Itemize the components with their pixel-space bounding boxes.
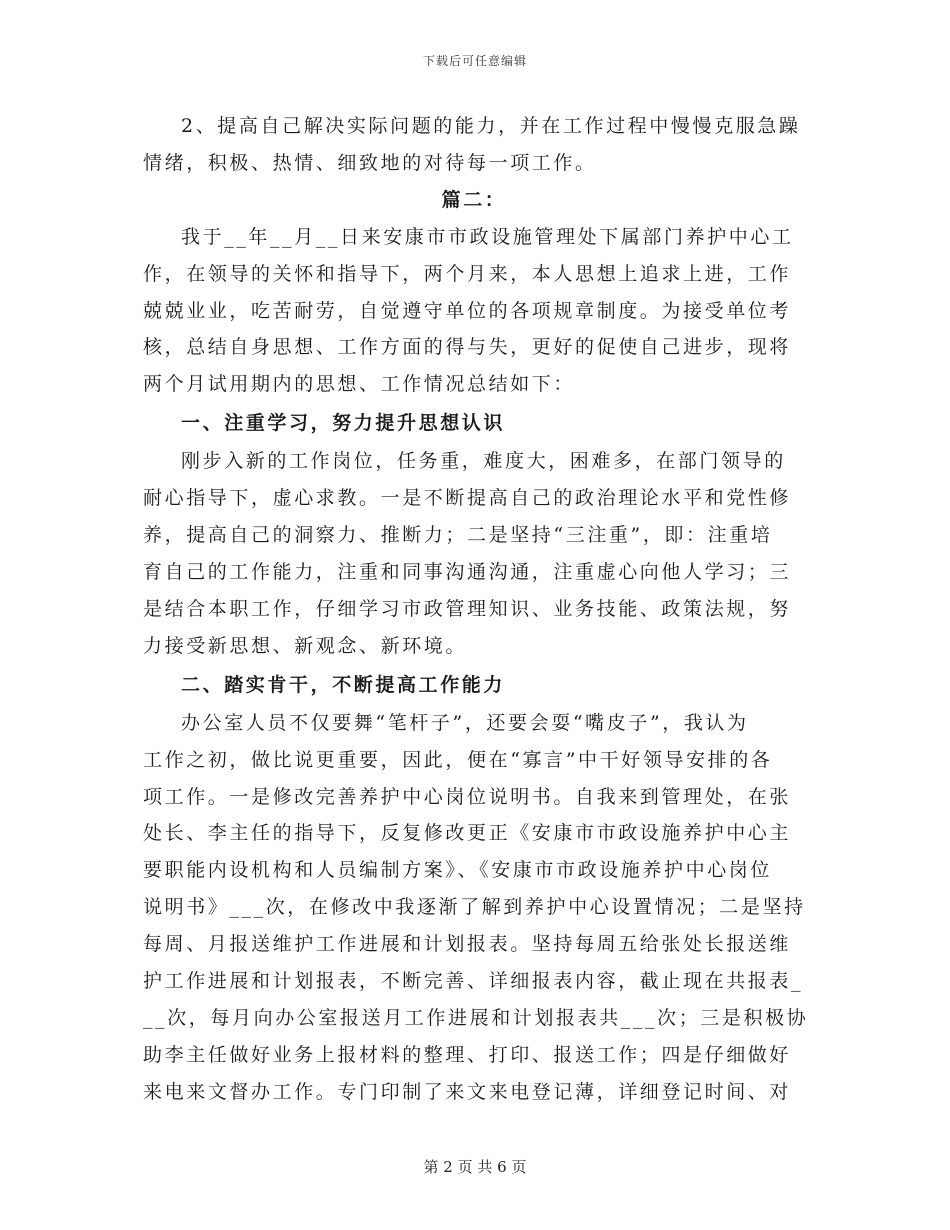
- text-line: 处长、李主任的指导下，反复修改更正《安康市市政设施养护中心主: [143, 822, 792, 845]
- text-line: 来电来文督办工作。专门印制了来文来电登记薄，详细登记时间、对: [143, 1080, 792, 1103]
- text-line: 2、提高自己解决实际问题的能力，并在工作过程中慢慢克服急躁: [181, 115, 801, 137]
- text-line: 养，提高自己的洞察力、推断力；二是坚持“三注重”，即：注重培: [143, 524, 773, 547]
- text-line: 作，在领导的关怀和指导下，两个月来，本人思想上追求上进，工作: [143, 262, 792, 285]
- text-line: 兢兢业业，吃苦耐劳，自觉遵守单位的各项规章制度。为接受单位考: [143, 299, 792, 322]
- text-line: 工作之初，做比说更重要，因此，便在“寡言”中干好领导安排的各: [143, 748, 773, 771]
- section-title: 篇二：: [441, 188, 507, 211]
- text-line: 办公室人员不仅要舞“笔杆子”，还要会耍“嘴皮子”，我认为: [181, 711, 749, 734]
- text-line: 说明书》___次，在修改中我逐渐了解到养护中心设置情况；二是坚持: [143, 896, 806, 919]
- paragraph-item-2: [143, 108, 805, 182]
- text-line: 两个月试用期内的思想、工作情况总结如下：: [143, 373, 576, 396]
- text-line: 耐心指导下，虚心求教。一是不断提高自己的政治理论水平和党性修: [143, 487, 792, 510]
- paragraph-intro: [143, 219, 805, 404]
- text-line: 我于__年__月__日来安康市市政设施管理处下属部门养护中心工: [181, 225, 794, 248]
- page-header: 下载后可任意编辑: [422, 54, 527, 68]
- text-line: __次，每月向办公室报送月工作进展和计划报表共___次；三是积极协: [143, 1006, 809, 1029]
- text-line: 要职能内设机构和人员编制方案》、《安康市市政设施养护中心岗位: [143, 859, 773, 882]
- paragraph-work-ability: [143, 705, 809, 1111]
- text-line: 是结合本职工作，仔细学习市政管理知识、业务技能、政策法规，努: [143, 597, 792, 620]
- text-line: 项工作。一是修改完善养护中心岗位说明书。自我来到管理处，在张: [143, 785, 792, 808]
- text-line: 力接受新思想、新观念、新环境。: [143, 634, 468, 657]
- text-line: 护工作进展和计划报表，不断完善、详细报表内容，截止现在共报表_: [143, 970, 804, 993]
- text-line: 核，总结自身思想、工作方面的得与失，更好的促使自己进步，现将: [143, 336, 792, 359]
- paragraph-study: [143, 443, 805, 664]
- text-line: 每周、月报送维护工作进展和计划报表。坚持每周五给张处长报送维: [143, 933, 792, 956]
- text-line: 刚步入新的工作岗位，任务重，难度大，困难多，在部门领导的: [181, 450, 786, 473]
- text-line: 助李主任做好业务上报材料的整理、打印、报送工作；四是仔细做好: [143, 1043, 792, 1066]
- document-body: [143, 108, 809, 1111]
- heading-work-ability: 二、踏实肯干，不断提高工作能力: [181, 673, 506, 696]
- text-line: 育自己的工作能力，注重和同事沟通沟通，注重虚心向他人学习；三: [143, 560, 792, 583]
- text-line: 情绪，积极、热情、细致地的对待每一项工作。: [143, 151, 597, 174]
- page-number: 第 2 页 共 6 页: [423, 1158, 527, 1176]
- heading-study: 一、注重学习，努力提升思想认识: [181, 412, 506, 435]
